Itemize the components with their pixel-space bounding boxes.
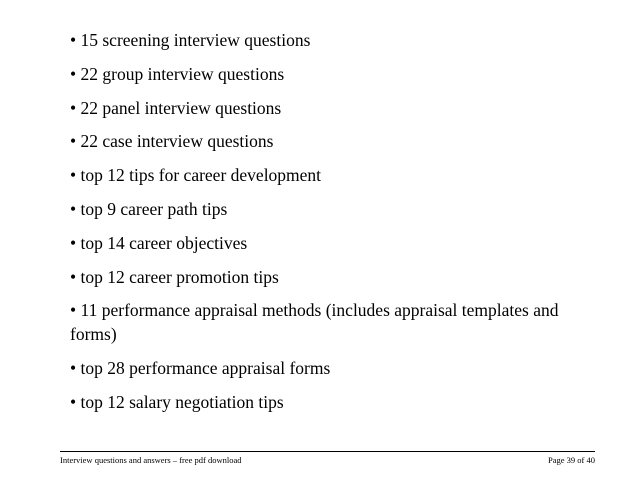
page-footer	[60, 451, 595, 466]
list-item: • 22 panel interview questions	[70, 97, 282, 118]
bullet-list	[70, 28, 600, 414]
list-item: • 22 group interview questions	[70, 63, 285, 84]
page-number: Page 39 of 40	[548, 455, 595, 465]
list-item: • top 28 performance appraisal forms	[70, 358, 331, 379]
list-item: • 15 screening interview questions	[70, 30, 311, 50]
list-item: • top 12 salary negotiation tips	[70, 391, 284, 412]
footer-title: Interview questions and answers – free pdf download	[60, 455, 242, 465]
list-item: • 22 case interview questions	[70, 131, 274, 152]
list-item: • 11 performance appraisal methods (includes appraisal templates and forms)	[70, 300, 559, 345]
list-item: • top 14 career objectives	[70, 232, 248, 253]
list-item: • top 9 career path tips	[70, 198, 228, 219]
list-item: • top 12 tips for career development	[70, 165, 322, 186]
list-item: • top 12 career promotion tips	[70, 266, 279, 287]
